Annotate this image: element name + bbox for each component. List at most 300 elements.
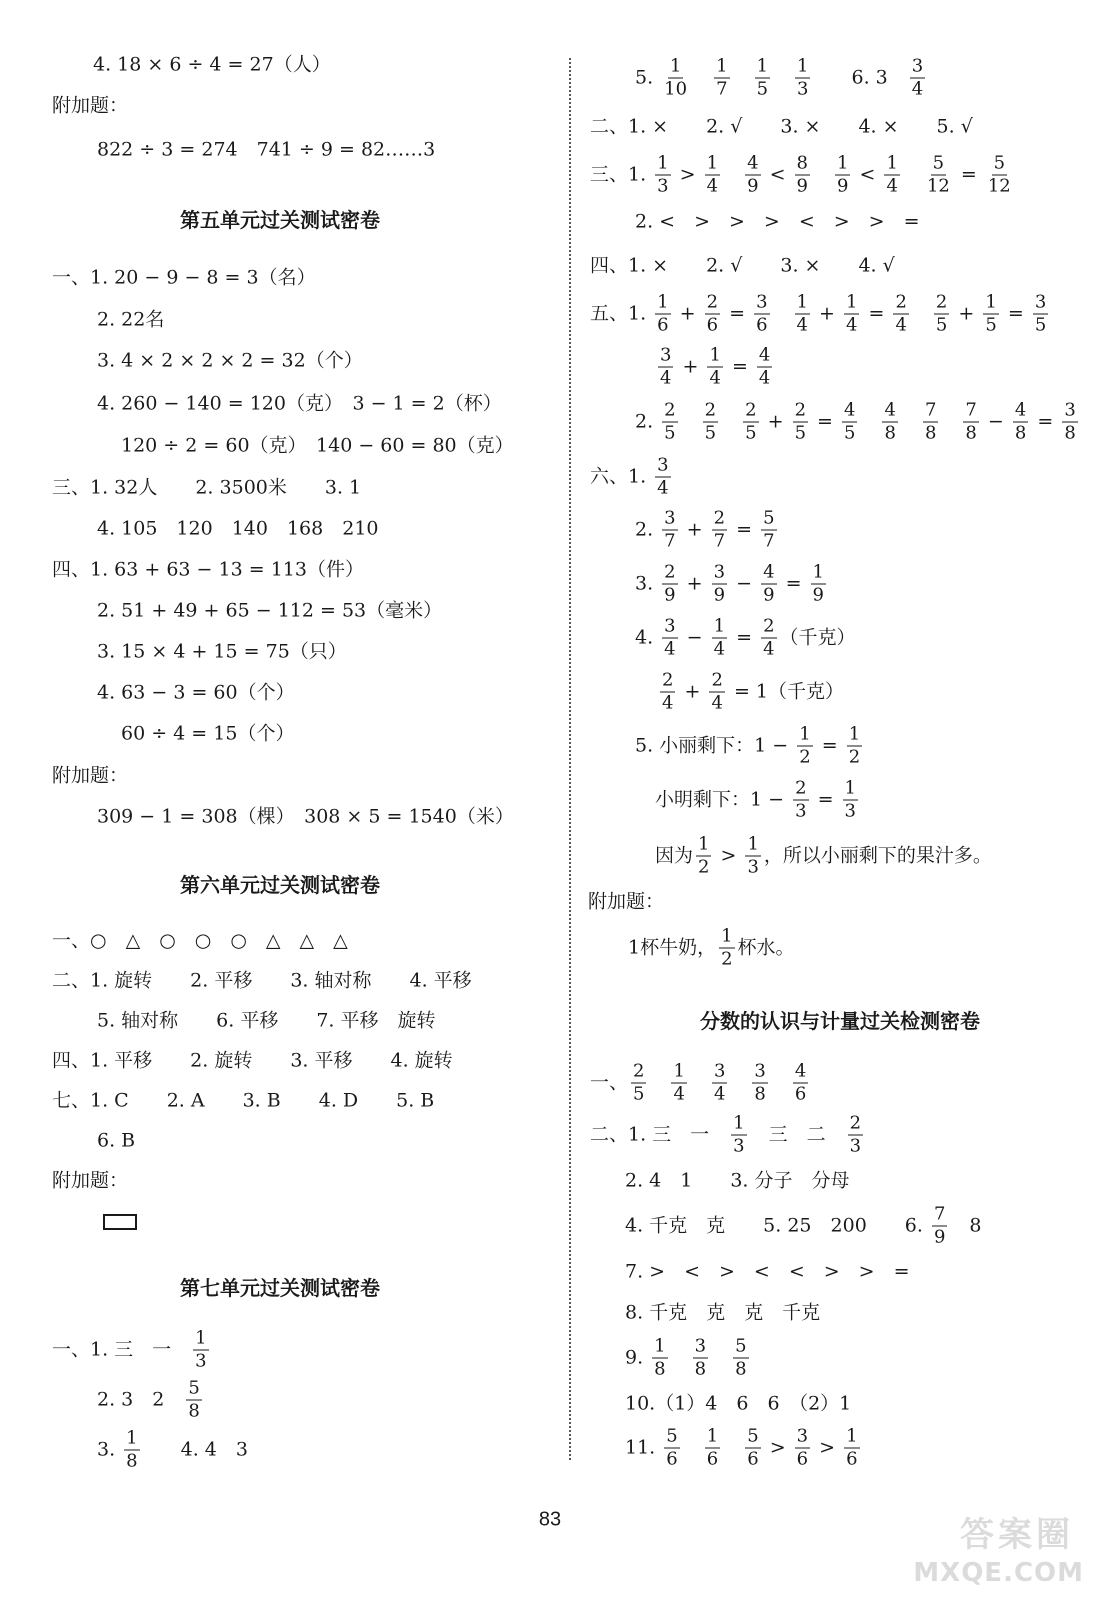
- answer-line: [635, 55, 928, 100]
- fraction-numerator: 8: [796, 152, 808, 174]
- answer-line: [97, 1427, 248, 1472]
- answer-line: [590, 152, 1016, 197]
- fraction-denominator: 8: [754, 1083, 766, 1105]
- fraction: [743, 399, 758, 444]
- answer-line: [625, 1203, 982, 1248]
- fraction-numerator: 4: [747, 152, 759, 174]
- text-segment: 杯水。: [737, 936, 795, 959]
- text-segment: =: [730, 518, 759, 541]
- answer-line: [625, 1335, 752, 1380]
- text-segment: 小明剩下：1 −: [655, 788, 791, 811]
- answer-line: [97, 1009, 436, 1032]
- fraction: [662, 399, 677, 444]
- text-segment: [773, 305, 792, 324]
- fraction: [847, 723, 862, 768]
- text-segment: =: [862, 302, 891, 325]
- fraction-numerator: 1: [654, 1335, 666, 1357]
- fraction-denominator: 4: [660, 367, 672, 389]
- text-segment: >: [673, 163, 702, 186]
- fraction: [658, 344, 673, 389]
- fraction: [835, 152, 850, 197]
- text-segment: [681, 413, 700, 432]
- fraction-numerator: 1: [126, 1427, 138, 1449]
- fraction-denominator: 4: [706, 175, 719, 197]
- text-segment: 二、1. 三 一: [590, 1123, 729, 1146]
- answer-line: [97, 1129, 136, 1152]
- fraction: [842, 399, 857, 444]
- text-segment: 一、: [590, 1071, 629, 1094]
- text-segment: 2. 51 + 49 + 65 − 112 = 53（毫米）: [97, 599, 443, 622]
- fraction-numerator: 1: [709, 344, 721, 366]
- answer-line: [657, 669, 844, 714]
- fraction-denominator: 6: [706, 1448, 719, 1470]
- text-segment: 5. 轴对称 6. 平移 7. 平移 旋转: [97, 1009, 436, 1032]
- fraction-numerator: 2: [849, 1112, 862, 1134]
- fraction-numerator: 2: [664, 399, 676, 421]
- answer-line: [635, 561, 829, 606]
- answer-line: [635, 399, 1081, 444]
- answer-line: [628, 925, 795, 970]
- text-segment: =: [811, 410, 840, 433]
- answer-line: [52, 476, 362, 499]
- fraction-denominator: 6: [796, 1448, 809, 1470]
- rectangle-figure: [103, 1214, 137, 1230]
- text-segment: 4. 105 120 140 168 210: [97, 517, 379, 540]
- answer-line: [655, 833, 992, 878]
- fraction-denominator: 7: [713, 530, 726, 552]
- fraction-numerator: 1: [886, 152, 898, 174]
- fraction-numerator: 1: [985, 291, 997, 313]
- fraction: [696, 833, 711, 878]
- fraction: [655, 291, 670, 336]
- answer-line: [97, 681, 295, 704]
- fraction: [712, 1060, 727, 1105]
- fraction-denominator: 4: [758, 367, 771, 389]
- text-segment: 2.: [635, 410, 660, 433]
- answer-line: [590, 254, 895, 277]
- fraction-denominator: 9: [747, 175, 759, 197]
- text-segment: 三、1.: [590, 163, 653, 186]
- text-segment: 4. 千克 克 5. 25 200 6.: [625, 1214, 929, 1237]
- text-segment: 第七单元过关测试密卷: [180, 1276, 380, 1300]
- text-segment: 11.: [625, 1436, 662, 1459]
- fraction: [745, 1425, 760, 1470]
- text-segment: [773, 69, 792, 88]
- fraction-numerator: 3: [664, 507, 676, 529]
- text-segment: ，所以小丽剩下的果汁多。: [763, 844, 992, 867]
- text-segment: [671, 1349, 690, 1368]
- text-segment: >: [714, 844, 743, 867]
- text-segment: 2. 4 1 3. 分子 分母: [625, 1169, 850, 1192]
- text-segment: [692, 69, 711, 88]
- text-segment: 4. 4 3: [142, 1438, 248, 1461]
- fraction: [655, 454, 670, 499]
- text-segment: +: [813, 302, 841, 325]
- fraction-denominator: 2: [848, 746, 861, 768]
- fraction: [843, 777, 858, 822]
- fraction-numerator: 3: [657, 454, 669, 476]
- text-segment: 二、1. × 2. √ 3. × 4. × 5. √: [590, 115, 973, 138]
- text-segment: 附加题：: [52, 1169, 129, 1192]
- answer-line: [52, 1169, 129, 1192]
- fraction-numerator: 2: [633, 1060, 645, 1082]
- fraction-denominator: 6: [706, 314, 719, 336]
- fraction: [793, 777, 808, 822]
- fraction: [705, 152, 720, 197]
- fraction: [652, 1335, 667, 1380]
- answer-line: [625, 1260, 910, 1283]
- text-segment: 6. 3: [813, 66, 907, 89]
- fraction-denominator: 5: [935, 314, 948, 336]
- fraction-denominator: 6: [747, 1448, 759, 1470]
- fraction: [848, 1112, 863, 1157]
- fraction-denominator: 8: [884, 422, 896, 444]
- watermark-logo: [902, 1505, 1092, 1590]
- fraction: [731, 1112, 746, 1157]
- text-segment: 8. 千克 克 克 千克: [625, 1301, 821, 1324]
- fraction-numerator: 3: [664, 615, 676, 637]
- text-segment: [903, 166, 922, 185]
- fraction-numerator: 3: [756, 291, 768, 313]
- fraction: [705, 1425, 720, 1470]
- fraction: [662, 615, 677, 660]
- text-segment: 分数的认识与计量过关检测密卷: [700, 1009, 980, 1033]
- fraction-numerator: 3: [1064, 399, 1076, 421]
- text-segment: 2.: [635, 518, 660, 541]
- fraction-denominator: 3: [195, 1350, 207, 1372]
- fraction: [719, 925, 734, 970]
- answer-line: [97, 349, 363, 372]
- answer-line: [625, 1425, 863, 1470]
- fraction-denominator: 5: [704, 422, 717, 444]
- text-segment: [733, 69, 752, 88]
- fraction-denominator: 6: [794, 1083, 807, 1105]
- answer-line: [655, 777, 861, 822]
- fraction-denominator: 6: [756, 314, 768, 336]
- text-segment: +: [678, 680, 707, 703]
- text-segment: =: [811, 788, 840, 811]
- fraction-numerator: 1: [669, 55, 682, 77]
- text-segment: 5. 小丽剩下：1 −: [635, 734, 795, 757]
- text-segment: 4. 63 − 3 = 60（个）: [97, 681, 295, 704]
- fraction-denominator: 9: [763, 584, 775, 606]
- text-segment: =: [1031, 410, 1060, 433]
- answer-line: [52, 266, 316, 289]
- fraction: [795, 152, 810, 197]
- fraction-numerator: 1: [721, 925, 733, 947]
- answer-line: [590, 291, 1051, 336]
- text-segment: 三 二: [749, 1123, 845, 1146]
- fraction-numerator: 1: [713, 615, 726, 637]
- text-segment: +: [761, 410, 790, 433]
- fraction-numerator: 1: [657, 152, 669, 174]
- fraction: [186, 1377, 201, 1422]
- fraction-denominator: 5: [664, 422, 676, 444]
- text-segment: 六、1.: [590, 465, 653, 488]
- fraction-denominator: 4: [657, 477, 669, 499]
- fraction-denominator: 3: [844, 800, 856, 822]
- fraction-numerator: 3: [694, 1335, 707, 1357]
- answer-line: [52, 969, 472, 992]
- text-segment: = 1（千克）: [727, 680, 844, 703]
- fraction-denominator: 5: [794, 422, 807, 444]
- fraction-numerator: 1: [797, 55, 809, 77]
- fraction-numerator: 1: [846, 291, 858, 313]
- text-segment: <: [853, 163, 882, 186]
- answer-line: [97, 640, 347, 663]
- text-segment: 3.: [635, 572, 660, 595]
- answer-line: [625, 1392, 852, 1415]
- fraction-denominator: 4: [664, 638, 676, 660]
- answer-line: [52, 1327, 212, 1372]
- fraction: [752, 1060, 767, 1105]
- text-segment: =: [815, 734, 844, 757]
- fraction-denominator: 3: [795, 800, 807, 822]
- fraction-denominator: 3: [657, 175, 669, 197]
- fraction-denominator: 5: [633, 1083, 645, 1105]
- fraction-denominator: 9: [713, 584, 726, 606]
- text-segment: +: [680, 572, 709, 595]
- fraction: [631, 1060, 646, 1105]
- fraction: [844, 291, 859, 336]
- fraction-denominator: 8: [126, 1450, 138, 1472]
- fraction-denominator: 8: [1064, 422, 1076, 444]
- watermark-bottom: MXQE.COM: [913, 1558, 1084, 1588]
- fraction-denominator: 4: [911, 78, 924, 100]
- fraction: [664, 1425, 679, 1470]
- fraction: [793, 399, 808, 444]
- answer-line: [97, 138, 436, 161]
- fraction-numerator: 5: [763, 507, 775, 529]
- answer-line: [635, 615, 856, 660]
- fraction-denominator: 9: [812, 584, 824, 606]
- fraction: [797, 723, 812, 768]
- text-segment: 附加题：: [588, 890, 665, 913]
- fraction-numerator: 1: [837, 152, 849, 174]
- column-divider: [569, 58, 571, 1460]
- fraction: [754, 291, 769, 336]
- fraction: [923, 399, 938, 444]
- text-segment: （千克）: [779, 626, 856, 649]
- text-segment: [711, 1349, 730, 1368]
- fraction-numerator: 5: [666, 1425, 678, 1447]
- fraction-numerator: 2: [711, 669, 723, 691]
- text-segment: 一、○ △ ○ ○ ○ △ △ △: [52, 929, 348, 952]
- fraction: [733, 1335, 748, 1380]
- fraction-numerator: 2: [706, 291, 719, 313]
- fraction-denominator: 2: [721, 948, 733, 970]
- fraction: [662, 561, 677, 606]
- fraction-denominator: 7: [716, 78, 728, 100]
- text-segment: =: [723, 302, 752, 325]
- fraction-denominator: 3: [849, 1135, 862, 1157]
- fraction-numerator: 3: [796, 1425, 809, 1447]
- fraction: [745, 833, 760, 878]
- text-segment: =: [779, 572, 808, 595]
- fraction: [671, 1060, 686, 1105]
- fraction-denominator: 5: [745, 422, 757, 444]
- text-segment: [649, 1074, 668, 1093]
- text-segment: [813, 166, 832, 185]
- text-segment: +: [952, 302, 981, 325]
- text-segment: 8: [950, 1214, 982, 1237]
- fraction-numerator: 5: [932, 152, 945, 174]
- text-segment: −: [680, 626, 709, 649]
- text-segment: 1杯牛奶，: [628, 936, 717, 959]
- text-segment: 七、1. C 2. A 3. B 4. D 5. B: [52, 1089, 435, 1112]
- fraction-denominator: 8: [1014, 422, 1027, 444]
- fraction-numerator: 2: [662, 669, 674, 691]
- text-segment: +: [680, 518, 709, 541]
- text-segment: 2. 22名: [97, 308, 165, 331]
- text-segment: 4.: [635, 626, 660, 649]
- answer-line: [121, 434, 514, 457]
- section-title: [580, 1011, 1100, 1031]
- fraction: [793, 1060, 808, 1105]
- fraction: [662, 55, 689, 100]
- fraction-denominator: 9: [796, 175, 808, 197]
- fraction: [660, 669, 675, 714]
- fraction-numerator: 2: [795, 777, 807, 799]
- fraction-denominator: 3: [747, 856, 759, 878]
- text-segment: 3.: [97, 1438, 122, 1461]
- text-segment: 附加题：: [52, 94, 129, 117]
- fraction-numerator: 2: [704, 399, 717, 421]
- text-segment: 四、1. 63 + 63 − 13 = 113（件）: [52, 558, 364, 581]
- text-segment: 4. 260 − 140 = 120（克） 3 − 1 = 2（杯）: [97, 392, 502, 415]
- text-segment: [941, 413, 960, 432]
- answer-line: [52, 929, 348, 952]
- fraction: [1062, 399, 1077, 444]
- fraction-numerator: 4: [794, 1060, 807, 1082]
- text-segment: 309 − 1 = 308（棵） 308 × 5 = 1540（米）: [97, 805, 514, 828]
- fraction: [1033, 291, 1048, 336]
- fraction-numerator: 1: [747, 833, 759, 855]
- fraction-denominator: 5: [844, 422, 856, 444]
- text-segment: 60 ÷ 4 = 15（个）: [121, 722, 295, 745]
- fraction-numerator: 1: [706, 152, 719, 174]
- fraction-numerator: 1: [812, 561, 824, 583]
- answer-line: [93, 53, 331, 76]
- answer-line: [625, 1301, 821, 1324]
- fraction-denominator: 12: [926, 175, 950, 197]
- fraction: [934, 291, 949, 336]
- fraction: [707, 344, 722, 389]
- fraction-denominator: 8: [924, 422, 937, 444]
- fraction-numerator: 2: [745, 399, 757, 421]
- watermark-top: 答案圈: [960, 1515, 1074, 1555]
- text-segment: 附加题：: [52, 764, 129, 787]
- text-segment: [721, 413, 740, 432]
- fraction-denominator: 8: [694, 1358, 707, 1380]
- fraction-denominator: 7: [664, 530, 676, 552]
- text-segment: 二、1. 旋转 2. 平移 3. 轴对称 4. 平移: [52, 969, 472, 992]
- fraction-denominator: 8: [188, 1400, 200, 1422]
- answer-line: [52, 764, 129, 787]
- text-segment: 7. > < > < < > > =: [625, 1260, 910, 1283]
- fraction: [662, 507, 677, 552]
- fraction-numerator: 2: [664, 561, 676, 583]
- fraction-numerator: 2: [935, 291, 948, 313]
- fraction-numerator: 3: [754, 1060, 766, 1082]
- text-segment: =: [730, 626, 759, 649]
- fraction-numerator: 1: [733, 1112, 745, 1134]
- fraction: [745, 152, 760, 197]
- text-segment: 一、1. 三 一: [52, 1338, 191, 1361]
- fraction: [925, 152, 952, 197]
- text-segment: 4. 18 × 6 ÷ 4 = 27（人）: [93, 53, 331, 76]
- fraction-numerator: 4: [884, 399, 896, 421]
- text-segment: 822 ÷ 3 = 274 741 ÷ 9 = 82……3: [97, 138, 436, 161]
- fraction: [761, 561, 776, 606]
- fraction-denominator: 4: [796, 314, 808, 336]
- text-segment: 6. B: [97, 1129, 136, 1152]
- answer-line: [97, 805, 514, 828]
- answer-line: [590, 115, 973, 138]
- fraction: [712, 615, 727, 660]
- text-segment: 10.（1）4 6 6 （2）1: [625, 1392, 852, 1415]
- section-title: [0, 1278, 560, 1298]
- text-segment: 5.: [635, 66, 660, 89]
- fraction: [932, 1203, 947, 1248]
- fraction-denominator: 5: [985, 314, 997, 336]
- fraction-numerator: 1: [195, 1327, 207, 1349]
- fraction-denominator: 4: [846, 314, 858, 336]
- fraction: [124, 1427, 139, 1472]
- answer-line: [590, 1060, 811, 1105]
- fraction-denominator: 3: [733, 1135, 745, 1157]
- fraction-denominator: 10: [664, 78, 688, 100]
- text-segment: 3. 4 × 2 × 2 × 2 = 32（个）: [97, 349, 363, 372]
- text-segment: 三、1. 32人 2. 3500米 3. 1: [52, 476, 362, 499]
- text-segment: 第六单元过关测试密卷: [180, 873, 380, 897]
- text-segment: 2. < > > > < > > =: [635, 210, 920, 233]
- fraction-numerator: 4: [758, 344, 771, 366]
- fraction: [709, 669, 724, 714]
- fraction-numerator: 7: [924, 399, 937, 421]
- answer-line: [97, 1377, 205, 1422]
- fraction-numerator: 5: [188, 1377, 200, 1399]
- fraction-numerator: 3: [660, 344, 672, 366]
- fraction: [795, 1425, 810, 1470]
- answer-line: [655, 344, 775, 389]
- fraction: [882, 399, 897, 444]
- text-segment: 四、1. × 2. √ 3. × 4. √: [590, 254, 895, 277]
- answer-line: [635, 723, 865, 768]
- fraction-numerator: 1: [673, 1060, 685, 1082]
- fraction: [755, 55, 770, 100]
- answer-line: [121, 722, 295, 745]
- text-segment: >: [813, 1436, 842, 1459]
- text-segment: =: [1001, 302, 1030, 325]
- text-segment: 2. 3 2: [97, 1388, 184, 1411]
- fraction-denominator: 2: [799, 746, 811, 768]
- fraction-denominator: 6: [666, 1448, 678, 1470]
- fraction: [761, 507, 776, 552]
- answer-line: [97, 308, 165, 331]
- text-segment: 9.: [625, 1346, 650, 1369]
- fraction-numerator: 2: [713, 507, 726, 529]
- text-segment: [912, 305, 931, 324]
- fraction-denominator: 4: [763, 638, 775, 660]
- text-segment: 第五单元过关测试密卷: [180, 208, 380, 232]
- fraction: [811, 561, 826, 606]
- fraction-numerator: 1: [844, 777, 856, 799]
- fraction-numerator: 7: [965, 399, 977, 421]
- fraction-denominator: 12: [987, 175, 1011, 197]
- fraction-numerator: 3: [713, 1060, 726, 1082]
- text-segment: 3. 15 × 4 + 15 = 75（只）: [97, 640, 347, 663]
